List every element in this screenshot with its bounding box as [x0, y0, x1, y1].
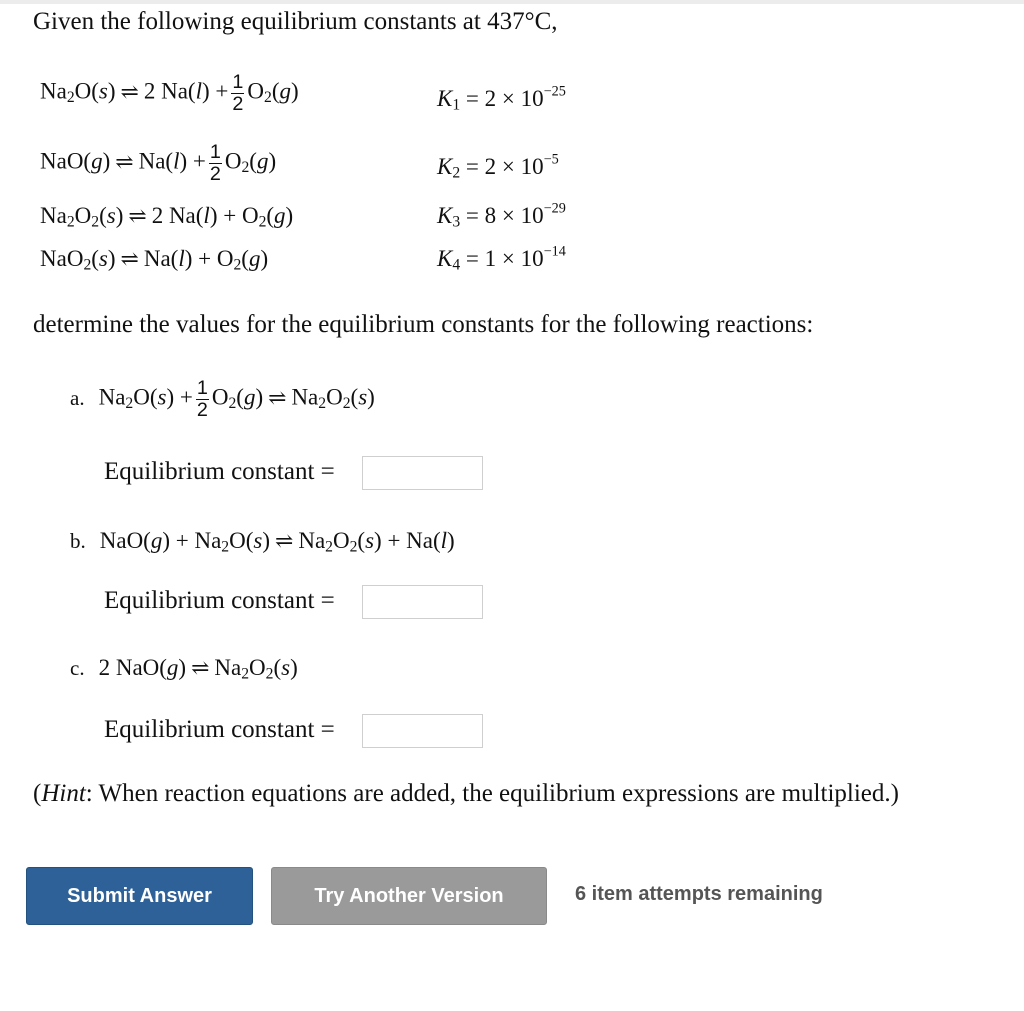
part-a-answer-input[interactable]: [362, 456, 483, 490]
given-reaction-4: NaO$_2$(s) ⇌ $Na(l) + O_2(g)$: [40, 246, 269, 274]
part-c-answer-input[interactable]: [362, 714, 483, 748]
top-border: [0, 0, 1024, 4]
fraction-one-half: $\frac{1}{2}$: [232, 71, 244, 115]
given-constant-2: $K_2 = 2 \times 10^{-5}$: [437, 151, 559, 182]
part-b-answer-input[interactable]: [362, 585, 483, 619]
try-another-version-button[interactable]: Try Another Version: [271, 867, 547, 925]
given-constant-4: $K_4 = 1 \times 10^{-14}$: [437, 243, 566, 274]
prompt-text: determine the values for the equilibrium constants for the following reactions:: [33, 311, 814, 338]
fraction-one-half: $\frac{1}{2}$: [209, 141, 221, 185]
given-reaction-2: NaO(g) ⇌ Na(l) + $\frac{1}{2}$ $O_2(g)$: [40, 141, 277, 185]
part-b-reaction: b. $NaO(g) + Na_2O(s)$ ⇌ $Na_2O_2(s) + Na(l)$: [70, 528, 455, 556]
submit-answer-button[interactable]: Submit Answer: [26, 867, 253, 925]
intro-text: Given the following equilibrium constants at 437°C,: [33, 8, 558, 35]
given-constant-3: $K_3 = 8 \times 10^{-29}$: [437, 200, 566, 231]
part-c-label: c.: [70, 656, 85, 680]
part-b-constant-label: Equilibrium constant =: [104, 587, 335, 614]
given-constant-1: $K_1 = 2 \times 10^{-25}$: [437, 83, 566, 114]
hint-word: Hint: [41, 780, 86, 807]
part-c-reaction: c. 2 NaO(g) ⇌ $Na_2O_2(s)$: [70, 655, 298, 683]
given-reaction-1: $Na_2O(s)$ ⇌ 2 Na(l) + $\frac{1}{2}$ $O_2(g)$: [40, 71, 299, 115]
given-reaction-3: $Na_2O_2(s)$ ⇌ 2 $Na(l) + O_2(g)$: [40, 203, 294, 231]
part-a-constant-label: Equilibrium constant =: [104, 458, 335, 485]
fraction-one-half: $\frac{1}{2}$: [196, 377, 208, 421]
part-b-label: b.: [70, 529, 86, 553]
hint-text: (Hint: When reaction equations are added, the equilibrium expressions are multiplied.): [33, 780, 899, 807]
part-a-reaction: a. $Na_2O(s)$ + $\frac{1}{2}$ $O_2(g)$ ⇌ $Na_2O_2(s)$: [70, 377, 375, 421]
part-c-constant-label: Equilibrium constant =: [104, 716, 335, 743]
attempts-remaining: 6 item attempts remaining: [575, 883, 823, 905]
part-a-label: a.: [70, 385, 85, 410]
